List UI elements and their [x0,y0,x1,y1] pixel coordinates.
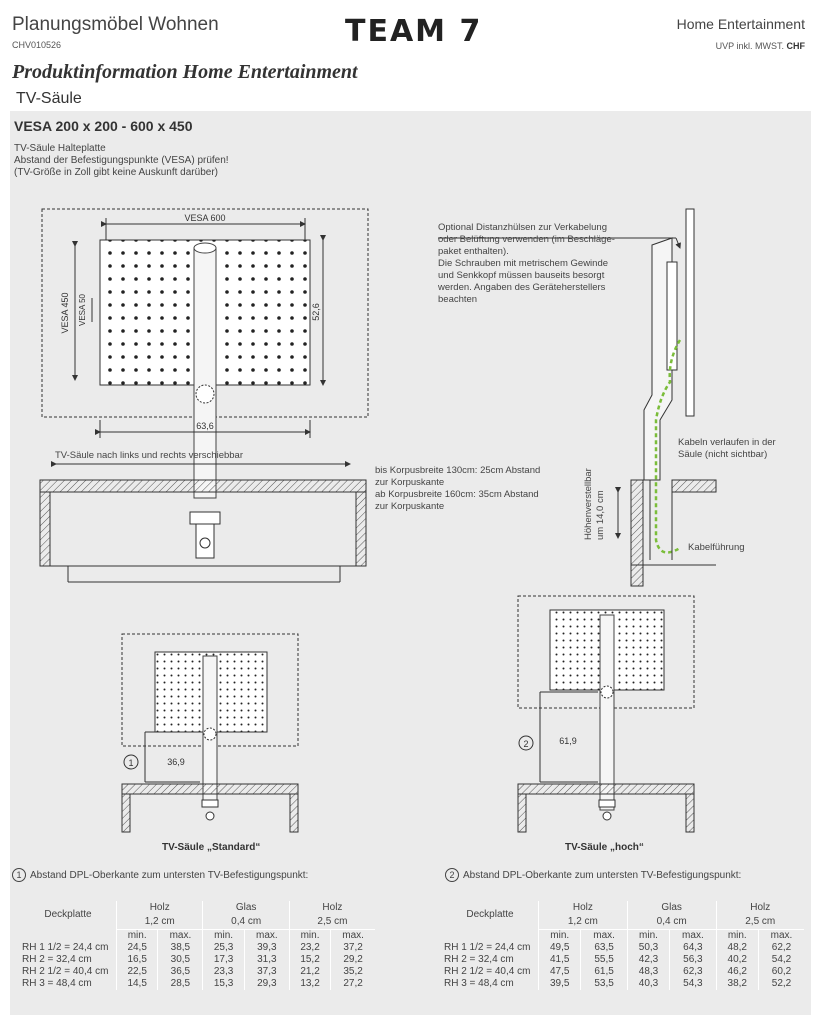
table1-title-text: Abstand DPL-Oberkante zum untersten TV-Befestigungspunkt: [30,870,309,881]
table-row [442,942,804,954]
marker-2: 2 [523,739,529,749]
optional-note [438,222,638,306]
group-name: Holz [716,901,804,915]
table-row [20,978,375,990]
header-right-title: Home Entertainment [676,16,805,32]
caption-standard: TV-Säule „Standard“ [162,842,261,853]
cell: 61,5 [581,966,627,978]
note-line: beachten [438,294,478,305]
cell: 39,5 [539,978,581,990]
note-line: um 14,0 cm [595,490,606,540]
table-row [442,954,804,966]
desc-line: TV-Säule Halteplatte [14,143,106,154]
group-sub: 0,4 cm [627,915,716,930]
group-name: Glas [203,901,289,915]
cell: 60,2 [759,966,805,978]
group-sub: 1,2 cm [117,915,203,930]
korpus-note [375,465,575,513]
max-header: max. [244,930,289,943]
cell: 54,3 [670,978,716,990]
page-title: Produktinformation Home Entertainment [12,61,358,83]
cell: 38,2 [716,978,758,990]
cell: 64,3 [670,942,716,954]
cell: 30,5 [158,954,203,966]
group-sub: 1,2 cm [539,915,628,930]
group-sub: 0,4 cm [203,915,289,930]
cell: 24,5 [117,942,158,954]
note-line: Säule (nicht sichtbar) [678,449,768,460]
table1-title [12,868,308,882]
group-name: Holz [289,901,375,915]
note-line: oder Belüftung verwenden (im Beschläge- [438,234,615,245]
cell: 37,2 [331,942,375,954]
cell: 40,3 [627,978,669,990]
cell: 52,2 [759,978,805,990]
dim-61-9: 61,9 [559,736,577,746]
cell: 27,2 [331,978,375,990]
row-header: Deckplatte [466,909,514,921]
max-header: max. [331,930,375,943]
row-header: Deckplatte [44,909,92,921]
note-line: Optional Distanzhülsen zur Verkabelung [438,222,607,233]
cell: 46,2 [716,966,758,978]
distance-table-standard [20,901,375,990]
row-label: RH 1 1/2 = 24,4 cm [22,942,109,953]
cell: 29,2 [331,954,375,966]
cell: 36,5 [158,966,203,978]
note-line: Die Schrauben mit metrischem Gewinde [438,258,609,269]
cell: 48,2 [716,942,758,954]
cell: 41,5 [539,954,581,966]
caption-hoch: TV-Säule „hoch“ [565,842,644,853]
row-label: RH 2 1/2 = 40,4 cm [22,966,109,977]
cell: 47,5 [539,966,581,978]
cell: 39,3 [244,942,289,954]
table1-marker: 1 [12,868,26,882]
cell: 37,3 [244,966,289,978]
standard-column-view [122,634,298,832]
cell: 63,5 [581,942,627,954]
row-label: RH 3 = 48,4 cm [444,978,514,989]
cell: 53,5 [581,978,627,990]
cell: 50,3 [627,942,669,954]
row-label: RH 2 = 32,4 cm [22,954,92,965]
cable-note [678,437,808,461]
note-line: bis Korpusbreite 130cm: 25cm Abstand [375,465,541,476]
desc-line: Abstand der Befestigungspunkte (VESA) prüfen! [14,155,229,166]
table-row [442,966,804,978]
cell: 35,2 [331,966,375,978]
distance-table-hoch [442,901,804,990]
group-sub: 2,5 cm [289,915,375,930]
note-line: Höhenverstellbar [583,468,594,540]
group-sub: 2,5 cm [716,915,804,930]
cable-guide-label: Kabelführung [688,542,745,553]
cell: 28,5 [158,978,203,990]
cell: 55,5 [581,954,627,966]
dim-36-9: 36,9 [167,757,185,767]
note-line: ab Korpusbreite 160cm: 35cm Abstand [375,489,539,500]
front-view [40,209,368,582]
min-header: min. [289,930,330,943]
table-row [20,942,375,954]
shift-note: TV-Säule nach links und rechts verschiebbar [55,450,243,461]
min-header: min. [117,930,158,943]
cell: 48,3 [627,966,669,978]
cell: 38,5 [158,942,203,954]
note-line: werden. Angaben des Geräteherstellers [438,282,606,293]
row-label: RH 3 = 48,4 cm [22,978,92,989]
row-label: RH 2 = 32,4 cm [444,954,514,965]
cell: 14,5 [117,978,158,990]
desc-line: (TV-Größe in Zoll gibt keine Auskunft darüber) [14,167,218,178]
table-row [20,954,375,966]
cell: 21,2 [289,966,330,978]
cell: 62,2 [759,942,805,954]
cell: 40,2 [716,954,758,966]
cell: 31,3 [244,954,289,966]
group-name: Glas [627,901,716,915]
currency: CHF [786,41,805,51]
height-adjust-label [583,468,607,540]
high-column-view [518,596,694,832]
min-header: min. [716,930,758,943]
note-line: zur Korpuskante [375,501,445,512]
table2-title-text: Abstand DPL-Oberkante zum untersten TV-Befestigungspunkt: [463,870,742,881]
group-name: Holz [539,901,628,915]
cell: 13,2 [289,978,330,990]
brand-logo: TEAM 7 [345,14,483,49]
cell: 54,2 [759,954,805,966]
dim-vesa600: VESA 600 [184,213,226,223]
cell: 25,3 [203,942,244,954]
marker-1: 1 [128,758,134,768]
note-line: Kabeln verlaufen in der [678,437,776,448]
cell: 15,2 [289,954,330,966]
note-line: paket enthalten). [438,246,509,257]
cell: 23,2 [289,942,330,954]
dim-63-6: 63,6 [196,421,214,431]
cell: 62,3 [670,966,716,978]
max-header: max. [158,930,203,943]
dim-vesa450: VESA 450 [60,292,70,334]
cell: 29,3 [244,978,289,990]
row-label: RH 1 1/2 = 24,4 cm [444,942,531,953]
cell: 42,3 [627,954,669,966]
table2-marker: 2 [445,868,459,882]
uvp-label: UVP inkl. MWST. [715,41,784,51]
table2-title [445,868,741,882]
header-left-title: Planungsmöbel Wohnen [12,14,219,35]
cell: 56,3 [670,954,716,966]
note-line: zur Korpuskante [375,477,445,488]
min-header: min. [203,930,244,943]
min-header: min. [539,930,581,943]
section-title: VESA 200 x 200 - 600 x 450 [14,118,193,134]
table-row [20,966,375,978]
note-line: und Senkkopf müssen bauseits besorgt [438,270,605,281]
cell: 15,3 [203,978,244,990]
table-row [442,978,804,990]
cell: 16,5 [117,954,158,966]
dim-vesa50: VESA 50 [78,293,87,327]
cell: 22,5 [117,966,158,978]
page-subtitle: TV-Säule [16,90,82,107]
cell: 17,3 [203,954,244,966]
dim-52-6: 52,6 [311,303,321,321]
max-header: max. [759,930,805,943]
max-header: max. [581,930,627,943]
row-label: RH 2 1/2 = 40,4 cm [444,966,531,977]
document-code: CHV010526 [12,40,62,50]
cell: 49,5 [539,942,581,954]
cell: 23,3 [203,966,244,978]
min-header: min. [627,930,669,943]
max-header: max. [670,930,716,943]
group-name: Holz [117,901,203,915]
